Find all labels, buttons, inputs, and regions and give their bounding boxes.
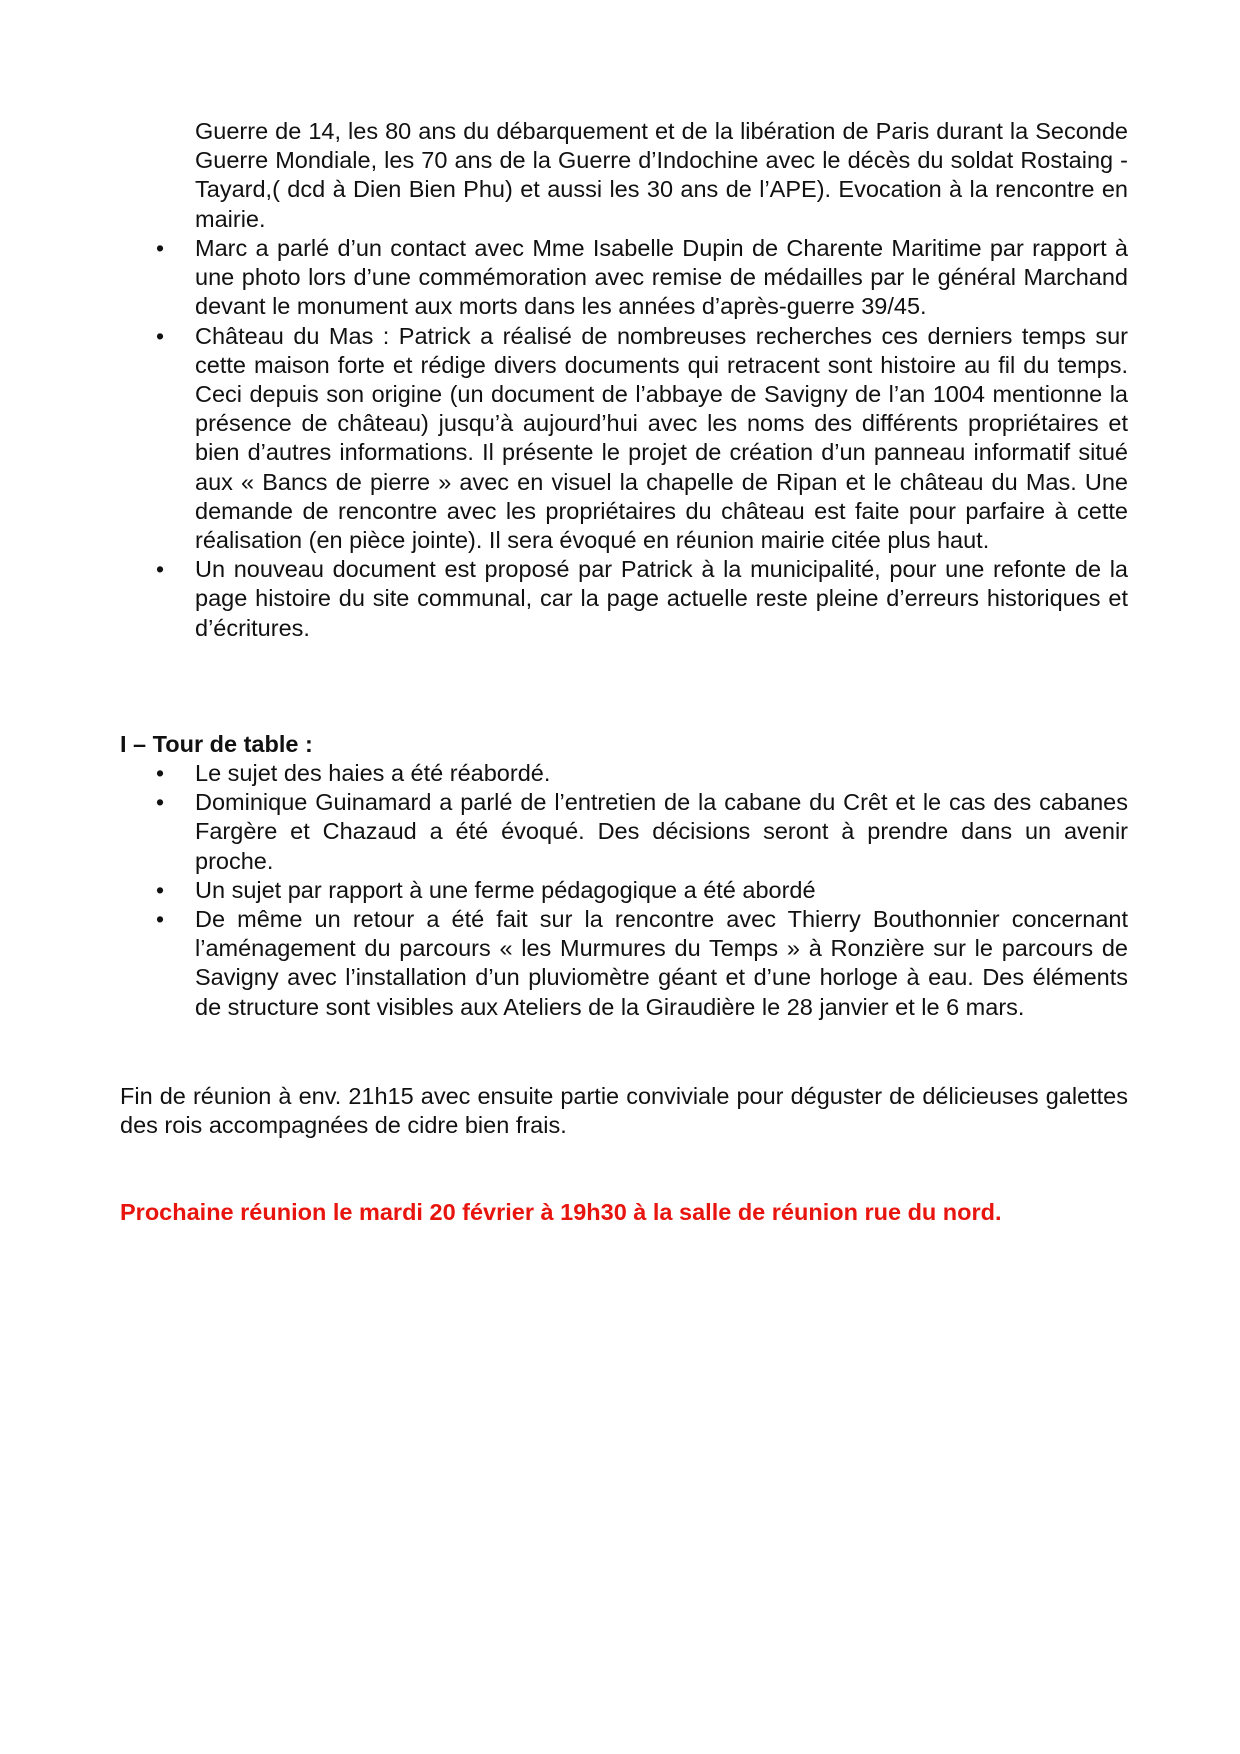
list-item <box>0 555 1128 643</box>
list-item-text: Château du Mas : Patrick a réalisé de nombreuses recherches ces derniers temps sur cette maison forte et rédige divers documents qui retracent sont histoire au fil du temps. Ceci depuis son origine (un document de l’abbaye de Savigny de l’an 1004 mentionne la présence de château) jusqu’à aujourd’hui avec les noms des différents propriétaires et bien d’autres informations. Il présente le projet de création d’un panneau informatif situé aux « Bancs de pierre » avec en visuel la chapelle de Ripan et le château du Mas. Une demande de rencontre avec les propriétaires du château est faite pour parfaire à cette réalisation (en pièce jointe). Il sera évoqué en réunion mairie citée plus haut. <box>195 322 1128 554</box>
list-item-text: Marc a parlé d’un contact avec Mme Isabelle Dupin de Charente Maritime par rapport à une photo lors d’une commémoration avec remise de médailles par le général Marchand devant le monument aux morts dans les années d’après-guerre 39/45. <box>195 235 1128 320</box>
list-item <box>0 876 1128 905</box>
list-item-text: De même un retour a été fait sur la rencontre avec Thierry Bouthonnier concernant l’aménagement du parcours « les Murmures du Temps » à Ronzière sur le parcours de Savigny avec l’installation d’un pluviomètre géant et d’une horloge à eau. Des éléments de structure sont visibles aux Ateliers de la Giraudière le 28 janvier et le 6 mars. <box>195 906 1128 1020</box>
bullet-icon: • <box>156 876 165 903</box>
bullet-icon: • <box>156 906 165 933</box>
list-item <box>0 759 1128 788</box>
list-item-text: Le sujet des haies a été réabordé. <box>195 760 551 786</box>
continuation-paragraph: Guerre de 14, les 80 ans du débarquement et de la libération de Paris durant la Seconde Guerre Mondiale, les 70 ans de la Guerre d’Indochine avec le décès du soldat Rostaing - Tayard,( dcd à Dien Bien Phu) et aussi les 30 ans de l’APE). Evocation à la rencontre en mairie. <box>195 118 1128 232</box>
bullet-icon: • <box>156 760 165 786</box>
discussion-bullet-list <box>0 234 1240 643</box>
bullet-icon: • <box>156 556 165 583</box>
next-meeting-notice: Prochaine réunion le mardi 20 février à 19h30 à la salle de réunion rue du nord. <box>120 1199 1002 1225</box>
list-item <box>0 788 1128 876</box>
tour-de-table-bullet-list <box>0 759 1240 1022</box>
list-item-text: Un sujet par rapport à une ferme pédagogique a été abordé <box>195 876 816 903</box>
closing-paragraph: Fin de réunion à env. 21h15 avec ensuite partie conviviale pour déguster de délicieuses galettes des rois accompagnées de cidre bien frais. <box>120 1083 1128 1139</box>
list-item-text: Dominique Guinamard a parlé de l’entretien de la cabane du Crêt et le cas des cabanes Fargère et Chazaud a été évoqué. Des décisions seront à prendre dans un avenir proche. <box>195 789 1128 874</box>
list-item <box>0 905 1128 1022</box>
list-item <box>0 322 1128 556</box>
list-item-text: Un nouveau document est proposé par Patrick à la municipalité, pour une refonte de la page histoire du site communal, car la page actuelle reste pleine d’erreurs historiques et d’écritures. <box>195 556 1128 641</box>
bullet-icon: • <box>156 322 165 349</box>
section-heading: I – Tour de table : <box>120 731 313 757</box>
list-item <box>0 234 1128 322</box>
bullet-icon: • <box>156 789 165 816</box>
bullet-icon: • <box>156 235 165 261</box>
